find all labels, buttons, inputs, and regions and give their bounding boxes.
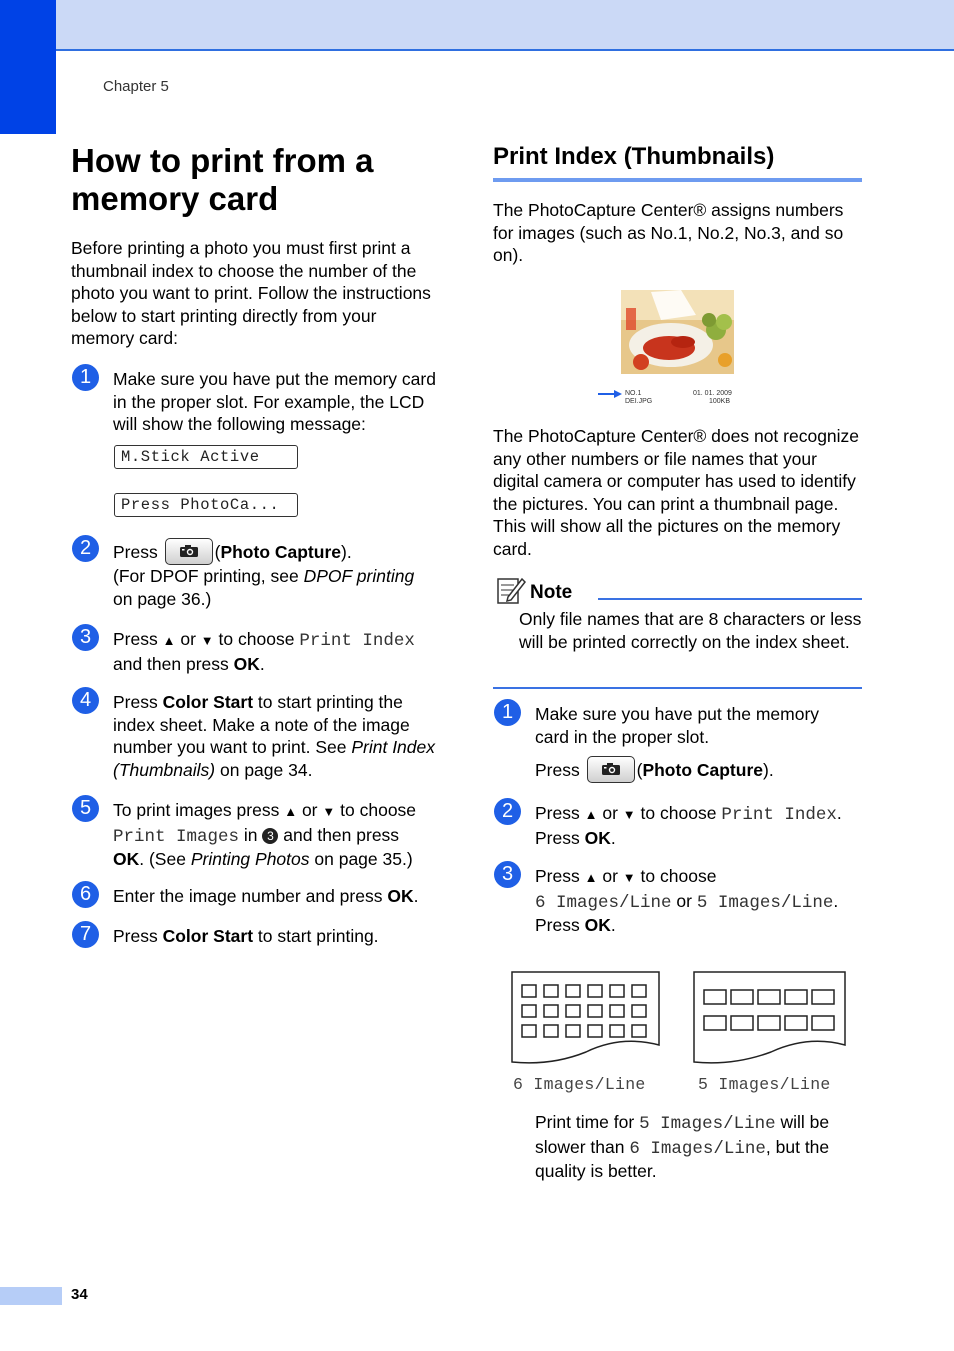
- note-rule-bottom: [493, 687, 862, 689]
- down-arrow-icon: ▼: [322, 804, 336, 819]
- step-reference-badge: 3: [262, 828, 278, 844]
- right-step-1-press: Press (Photo Capture).: [535, 756, 855, 783]
- step-number-7: 7: [72, 921, 99, 948]
- step-4-text: Press Color Start to start printing the index sheet. Make a note of the image number you want to print. See Print Index (Thumbnails) on page 34.: [113, 692, 435, 780]
- thumb-filename: DEI.JPG: [625, 398, 653, 405]
- five-images-sheet-diagram: [693, 970, 847, 1068]
- note-label: Note: [530, 582, 573, 603]
- page-number: 34: [71, 1286, 88, 1303]
- down-arrow-icon: ▼: [622, 807, 636, 822]
- note-rule-top: [598, 598, 862, 600]
- step-2-text: Press (Photo Capture). (For DPOF printing, see DPOF printing on page 36.): [113, 538, 448, 610]
- six-images-sheet-diagram: [511, 970, 661, 1068]
- five-images-caption: 5 Images/Line: [698, 1075, 831, 1094]
- up-arrow-icon: ▲: [284, 804, 298, 819]
- page-title: How to print from a memory card: [71, 142, 374, 217]
- right-step-1-text: Make sure you have put the memory card in the proper slot.: [535, 704, 820, 747]
- step-1-text: Make sure you have put the memory card in the proper slot. For example, the LCD will show the following message:: [113, 369, 436, 435]
- page-tab: [0, 1287, 62, 1305]
- step-number-2: 2: [72, 535, 99, 562]
- step-number-6: 6: [72, 881, 99, 908]
- note-text: Only file names that are 8 characters or less will be printed correctly on the index sheet.: [519, 609, 862, 652]
- heading-rule: [493, 178, 862, 182]
- lcd-message-2: Press PhotoCa...: [114, 493, 298, 517]
- thumb-date: 01. 01. 2009: [693, 390, 732, 397]
- right-step-number-1: 1: [494, 699, 521, 726]
- up-arrow-icon: ▲: [584, 807, 598, 822]
- intro-paragraph: Before printing a photo you must first print a thumbnail index to choose the number of the photo you want to print. Follow the instructions below to start printing directly from your memory card:: [71, 238, 431, 349]
- right-step-number-3: 3: [494, 861, 521, 888]
- right-step-2-text: Press ▲ or ▼ to choose Print Index. Press OK.: [535, 803, 842, 848]
- lcd-message-1: M.Stick Active: [114, 445, 298, 469]
- intro-paragraph-right: The PhotoCapture Center® assigns numbers for images (such as No.1, No.2, No.3, and so on).: [493, 200, 844, 266]
- chapter-tab: [0, 0, 56, 134]
- photo-capture-button-icon: [587, 756, 635, 783]
- up-arrow-icon: ▲: [162, 633, 176, 648]
- step-number-5: 5: [72, 795, 99, 822]
- step-number-1: 1: [72, 364, 99, 391]
- step-5-text: To print images press ▲ or ▼ to choose Print Images in 3 and then press OK. (See Printing Photos on page 35.): [113, 800, 417, 870]
- print-time-note: Print time for 5 Images/Line will be slower than 6 Images/Line, but the quality is better.: [535, 1112, 830, 1182]
- step-number-4: 4: [72, 687, 99, 714]
- photo-capture-button-icon: [165, 538, 213, 565]
- step-6-text: Enter the image number and press OK.: [113, 886, 419, 906]
- section-heading: Print Index (Thumbnails): [493, 143, 775, 170]
- right-step-3-text: Press ▲ or ▼ to choose 6 Images/Line or 5 Images/Line. Press OK.: [535, 866, 839, 936]
- note-icon: [496, 575, 526, 605]
- header-band: [0, 0, 954, 51]
- thumbnail-photo: [621, 290, 734, 374]
- step-number-3: 3: [72, 624, 99, 651]
- recognition-paragraph: The PhotoCapture Center® does not recognize any other numbers or file names that your digital camera or computer has used to identify the pictures. You can print a thumbnail page. This will show all the pictures on the memory card.: [493, 426, 860, 559]
- chapter-label: Chapter 5: [103, 78, 169, 95]
- arrow-icon: [598, 389, 624, 399]
- up-arrow-icon: ▲: [584, 870, 598, 885]
- down-arrow-icon: ▼: [622, 870, 636, 885]
- six-images-caption: 6 Images/Line: [513, 1075, 646, 1094]
- step-3-text: Press ▲ or ▼ to choose Print Index and then press OK.: [113, 629, 415, 674]
- down-arrow-icon: ▼: [200, 633, 214, 648]
- right-step-number-2: 2: [494, 798, 521, 825]
- thumb-number: NO.1: [625, 390, 642, 397]
- step-7-text: Press Color Start to start printing.: [113, 926, 379, 946]
- thumb-size: 100KB: [709, 398, 731, 405]
